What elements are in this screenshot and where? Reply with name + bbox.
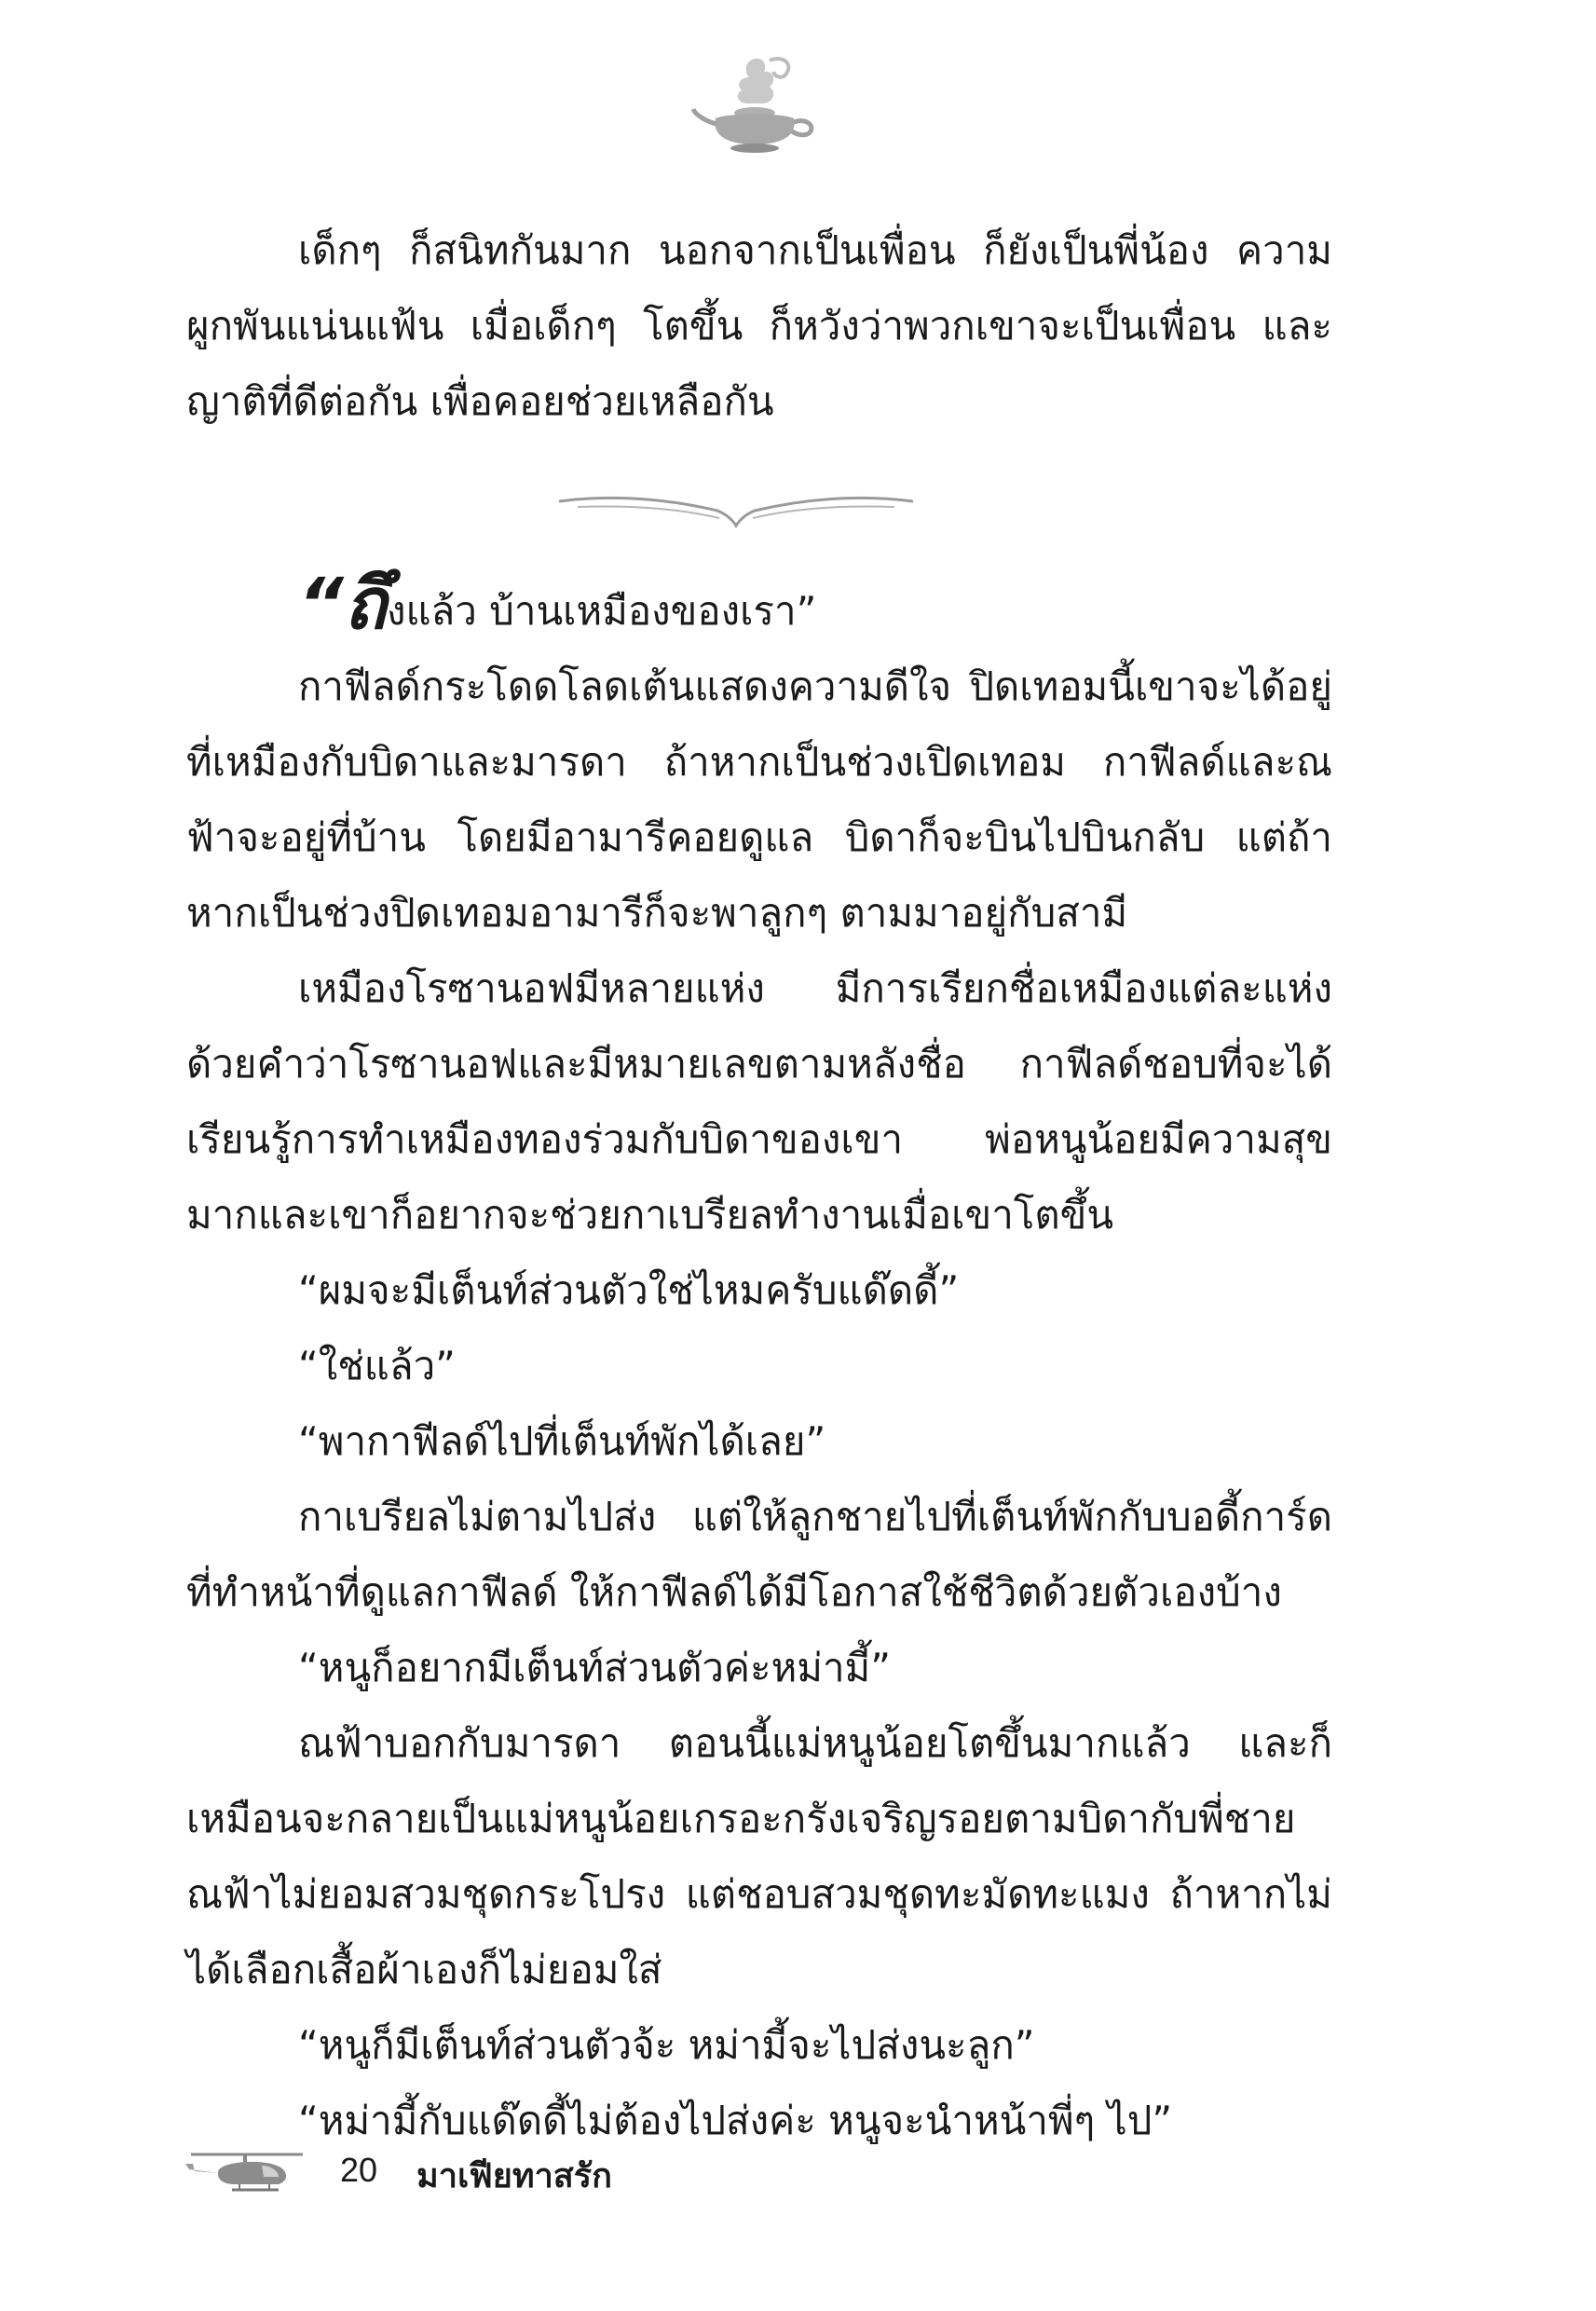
body-paragraph: กาเบรียลไม่ตามไปส่ง แต่ให้ลูกชายไปที่เต็นท์พักกับบอดี้การ์ดที่ทำหน้าที่ดูแลกาฟีลด์ ให้กาฟีลด์ได้มีโอกาสใช้ชีวิตด้วยตัวเองบ้าง xyxy=(186,1494,1332,1615)
dialog-line: “ใช่แล้ว” xyxy=(298,1343,456,1388)
text-line: และญาติที่ดีต่อกัน เพื่อคอยช่วยเหลือกัน xyxy=(186,303,1332,424)
dialog-text: งแล้ว บ้านเหมืองของเรา” xyxy=(386,588,817,634)
opening-paragraph xyxy=(186,212,1332,439)
dialog-line: “หนูก็มีเต็นท์ส่วนตัวจ้ะ หม่ามี้จะไปส่งนะลูก” xyxy=(298,2022,1035,2068)
dialog-line: “หม่ามี้กับแด๊ดดี้ไม่ต้องไปส่งค่ะ หนูจะนำหน้าพี่ๆ ไป” xyxy=(298,2098,1173,2143)
helicopter-icon xyxy=(182,2149,307,2195)
chapter-body xyxy=(186,562,1332,2158)
flourish-divider-icon xyxy=(559,483,913,529)
page-footer xyxy=(182,2143,1020,2208)
dialog-line: “หนูก็อยากมีเต็นท์ส่วนตัวค่ะหม่ามี้” xyxy=(298,1645,891,1690)
genie-lamp-icon xyxy=(689,51,820,158)
text-line: ความผูกพันแน่นแฟ้น เมื่อเด็กๆ โตขึ้น ก็หวังว่าพวกเขาจะเป็นเพื่อน xyxy=(186,227,1332,349)
body-paragraph: เหมืองโรซานอฟมีหลายแห่ง มีการเรียกชื่อเหมืองแต่ละแห่งด้วยคำว่าโรซานอฟและมีหมายเลขตามหลังชื่อ กาฟีลด์ชอบที่จะได้เรียนรู้การทำเหมืองทองร่วมกับบิดาของเขา พ่อหนูน้อยมีความสุขมากและเขาก็อยากจะช่วยกาเบรียลทำงานเมื่อเขาโตขึ้น xyxy=(186,965,1332,1238)
dialog-line: “ผมจะมีเต็นท์ส่วนตัวใช่ไหมครับแด๊ดดี้” xyxy=(298,1267,960,1313)
drop-cap: “ถึ xyxy=(298,562,387,645)
text-line: เด็กๆ ก็สนิทกันมาก นอกจากเป็นเพื่อน ก็ยังเป็นพี่น้อง xyxy=(298,227,1209,273)
book-title: มาเฟียทาสรัก xyxy=(416,2157,612,2195)
page-number: 20 xyxy=(340,2151,378,2189)
body-paragraph: ณฟ้าบอกกับมารดา ตอนนี้แม่หนูน้อยโตขึ้นมากแล้ว และก็เหมือนจะกลายเป็นแม่หนูน้อยเกรอะกรังเจริญรอยตามบิดากับพี่ชาย ณฟ้าไม่ยอมสวมชุดกระโปรง แต่ชอบสวมชุดทะมัดทะแมง ถ้าหากไม่ได้เลือกเสื้อผ้าเองก็ไม่ยอมใส่ xyxy=(186,1720,1332,1992)
body-paragraph: กาฟีลด์กระโดดโลดเต้นแสดงความดีใจ ปิดเทอมนี้เขาจะได้อยู่ที่เหมืองกับบิดาและมารดา ถ้าหากเป็นช่วงเปิดเทอม กาฟีลด์และณฟ้าจะอยู่ที่บ้าน โดยมีอามารีคอยดูแล บิดาก็จะบินไปบินกลับ แต่ถ้าหากเป็นช่วงปิดเทอมอามารีก็จะพาลูกๆ ตามมาอยู่กับสามี xyxy=(186,663,1332,936)
opening-dialog-line xyxy=(186,562,1332,649)
dialog-line: “พากาฟีลด์ไปที่เต็นท์พักได้เลย” xyxy=(298,1418,826,1464)
